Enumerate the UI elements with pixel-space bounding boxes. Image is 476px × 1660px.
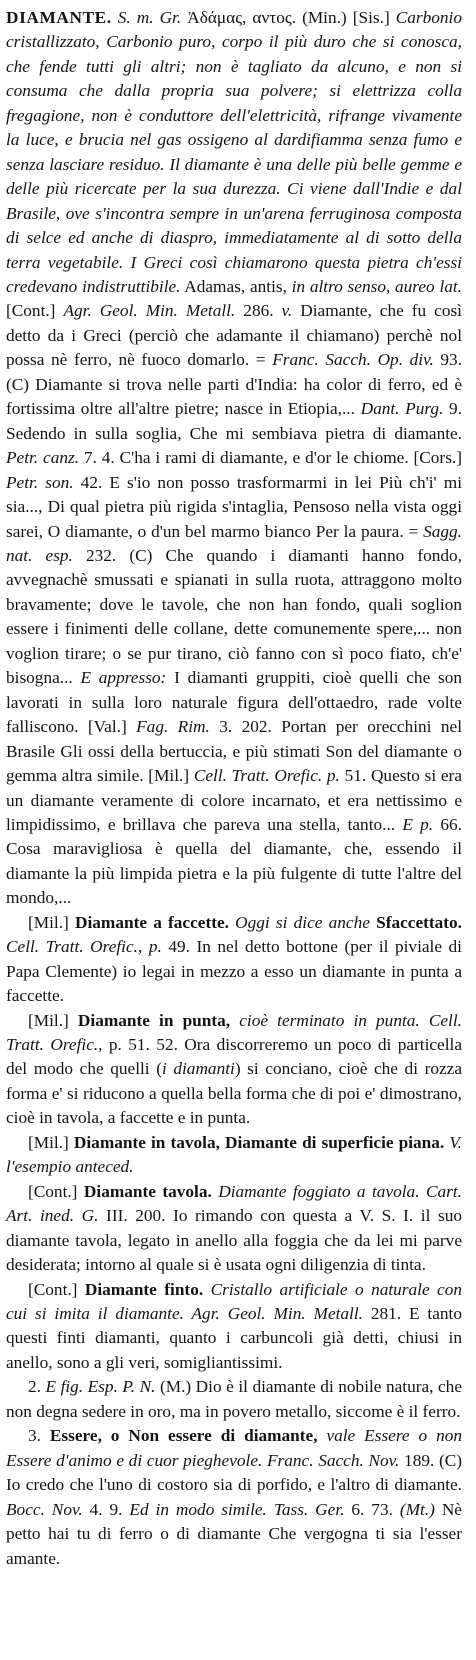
text-run: [Mil.] [28, 912, 75, 932]
subentry-diamante-tavola [6, 1180, 462, 1278]
bold-run: Diamante a faccette. [75, 912, 229, 932]
sense-2-figurative [6, 1375, 462, 1424]
text-run: ) si conciano, cioè che di rozza forma e' si riducono a quella bella forma che di poi e' dimostrano, cioè in tavola, a faccette e in punta. [6, 1059, 462, 1128]
subentry-diamante-a-faccette [6, 911, 462, 1009]
subentry-diamante-in-tavola [6, 1131, 462, 1180]
italic-run: Diamante foggiato a tavola. Cart. Art. ined. G. [6, 1181, 462, 1226]
italic-run: i diamanti [161, 1059, 235, 1079]
text-run: 42. E s'io non posso trasformarmi in lei Più ch'i' mi sia..., Di qual pietra più rigida s'intaglia, Pensoso nella vista oggi sarei, O diamante, o d'un bel marmo bianco Per la paura. = [6, 472, 462, 541]
italic-run: Bocc. Nov. [6, 1499, 83, 1519]
italic-run: Sagg. nat. esp. [6, 521, 462, 565]
italic-run: Agr. Geol. Min. Metall. [63, 301, 236, 321]
bold-run: Diamante tavola. [83, 1181, 212, 1201]
italic-run: cioè terminato in punta. Cell. Tratt. Orefic., [6, 1010, 462, 1055]
text-run: 49. In nel detto bottone (per il piviale di Papa Clemente) io legai in mezzo a esso un diamante in punta a faccette. [6, 937, 462, 1006]
italic-run: V. l'esempio anteced. [6, 1132, 462, 1177]
text-run: [Cont.] [28, 1279, 85, 1299]
text-run: (M.) Dio è il diamante di nobile natura, che non degna sedere in oro, ma in povero metallo, siccome è il ferro. [6, 1377, 462, 1421]
text-run: III. 200. Io rimando con questa a V. S. I. il suo diamante tavola, legato in anello alla foggia che da lei mi parve desiderata; intorno al quale si è usata ogni diligenzia di tinta. [6, 1206, 462, 1275]
bold-run: Diamante in tavola, Diamante di superficie piana. [73, 1132, 445, 1152]
text-run: 9. Sedendo in sulla soglia, Che mi sembiava pietra di diamante. [6, 399, 463, 443]
text-run: I diamanti gruppiti, cioè quelli che son lavorati in sulla loro naturale figura dell'ottaedro, rade volte falliscono. [Val.] [6, 668, 462, 737]
text-run: 51. Questo si era un diamante veramente di colore incarnato, et era nettissimo e limpidissimo, e brillava che pareva una stella, tanto... [6, 766, 462, 834]
italic-run: Cell. Tratt. Orefic., p. [6, 937, 162, 957]
italic-run: vale Essere o non Essere d'animo e di cuor pieghevole. Franc. Sacch. Nov. [6, 1426, 463, 1470]
text-run: 3. 202. Portan per orecchini nel Brasile Gli ossi della bertuccia, e più stimati Son del diamante o gemma altra simile. [Mil.] [6, 717, 462, 786]
text-run: 7. 4. C'ha i rami di diamante, e d'or le chiome. [Cors.] [79, 448, 462, 468]
text-run: 4. 9. [82, 1499, 130, 1519]
text-run: 232. (C) Che quando i diamanti hanno fondo, avvegnachè smussati e spianati in sulla ruota, attraggono molto bravamente; dove le tavole, che non han fondo, quali soglion essere i finimenti delle collane, dette comunemente spere,... non voglion tirare; o se pur tirano, ciò fanno con sì poco fiato, ch'e' bisogna... [6, 545, 462, 688]
text-run: 189. (C) Io credo che l'uno di costoro sia di porfido, e l'altro di diamante. [6, 1450, 463, 1495]
text-run: 2. [28, 1377, 46, 1397]
italic-run: Fag. Rim. [136, 717, 210, 737]
grammar-label: S. m. Gr. [117, 8, 182, 27]
text-run: 3. [28, 1426, 50, 1446]
italic-run: Franc. Sacch. Op. div. [272, 350, 434, 370]
italic-run: Ed in modo simile. Tass. Ger. [129, 1499, 345, 1519]
text-run: 6. 73. [344, 1499, 400, 1519]
greek-etymon: Ἀδάμας, αντος. [187, 8, 297, 27]
text-run: Adamas, antis, [180, 276, 292, 296]
italic-run: in altro senso, aureo lat. [291, 276, 463, 296]
subentry-diamante-in-punta [6, 1009, 462, 1131]
italic-run: Petr. son. [6, 472, 74, 492]
bold-run: Diamante finto. [84, 1279, 204, 1299]
text-run: [Cont.] [28, 1181, 84, 1201]
sense-3-essere-di-diamante [6, 1424, 462, 1571]
text-run: p. 51. 52. Ora discorreremo un poco di particella del modo che quelli ( [6, 1035, 462, 1079]
text-run: [Sis.] [352, 8, 396, 27]
text-run: Nè petto hai tu di ferro o di diamante Che vergogna ti sia l'esser amante. [6, 1499, 462, 1568]
subentry-diamante-finto [6, 1278, 462, 1376]
bold-run: Essere, o Non essere di diamante, [49, 1426, 318, 1446]
italic-run: v. [281, 301, 293, 321]
italic-run: Oggi si dice anche [228, 912, 370, 932]
italic-run: E appresso: [80, 668, 167, 688]
bold-run: Sfaccettato. [369, 912, 462, 932]
italic-run: Carbonio cristallizzato, Carbonio puro, corpo il più duro che si conosca, che fende tutti gli altri; non è tagliato da alcuno, e non si consuma che dalla propria sua polvere; si elettrizza colla fregagione, non è conduttore dell'elettricità, rifrange vivamente la luce, e brucia nel gas ossigeno al dardifiamma senza fumo e senza lasciare residuo. Il diamante è una delle più belle gemme e delle più ricercate per la sua durezza. Ci viene dall'Indie e dal Brasile, ove s'incontra sempre in un'arena ferruginosa composta di selce ed anche di diaspro, immediatamente al di sotto della terra vegetabile. I Greci così chiamarono questa pietra ch'essi credevano indistruttibile. [6, 8, 462, 296]
italic-run: (Mt.) [399, 1499, 435, 1519]
italic-run: Petr. canz. [6, 448, 80, 468]
text-run: 66. Cosa maravigliosa è quella del diamante, che, essendo il diamante la più limpida pietra e la più fulgente di tutte l'altre del mondo,... [6, 814, 462, 908]
italic-run: E fig. Esp. P. N. [45, 1377, 156, 1397]
text-run: 281. E tanto questi finti diamanti, quanto i carbuncoli già detti, chiusi in anello, sono a gli veri, somigliantissimi. [6, 1304, 462, 1372]
text-run: [Mil.] [28, 1010, 78, 1030]
italic-run: Dant. Purg. [360, 399, 444, 419]
text-run: 93. (C) Diamante si trova nelle parti d'India: ha color di ferro, ed è fortissima oltre all'altre pietre; nasce in Etiopia,... [6, 350, 463, 419]
text-run: 286. [235, 301, 282, 321]
text-run: Diamante, che fu così detto da i Greci (perciò che adamante il chiamano) perchè nol possa nè ferro, nè fuoco domarlo. = [6, 301, 462, 370]
text-run: [Cont.] [6, 301, 64, 321]
definition-body [6, 8, 462, 907]
text-run: [Mil.] [28, 1132, 74, 1152]
italic-run: E p. [402, 814, 434, 834]
italic-run: Cristallo artificiale o naturale con cui si imita il diamante. Agr. Geol. Min. Metall. [6, 1279, 462, 1324]
entry-heading-paragraph [6, 6, 462, 911]
italic-run: Cell. Tratt. Orefic. p. [193, 766, 340, 786]
headword: DIAMANTE. [6, 8, 112, 27]
bold-run: Diamante in punta, [77, 1010, 231, 1030]
domain-label: (Min.) [302, 8, 347, 27]
